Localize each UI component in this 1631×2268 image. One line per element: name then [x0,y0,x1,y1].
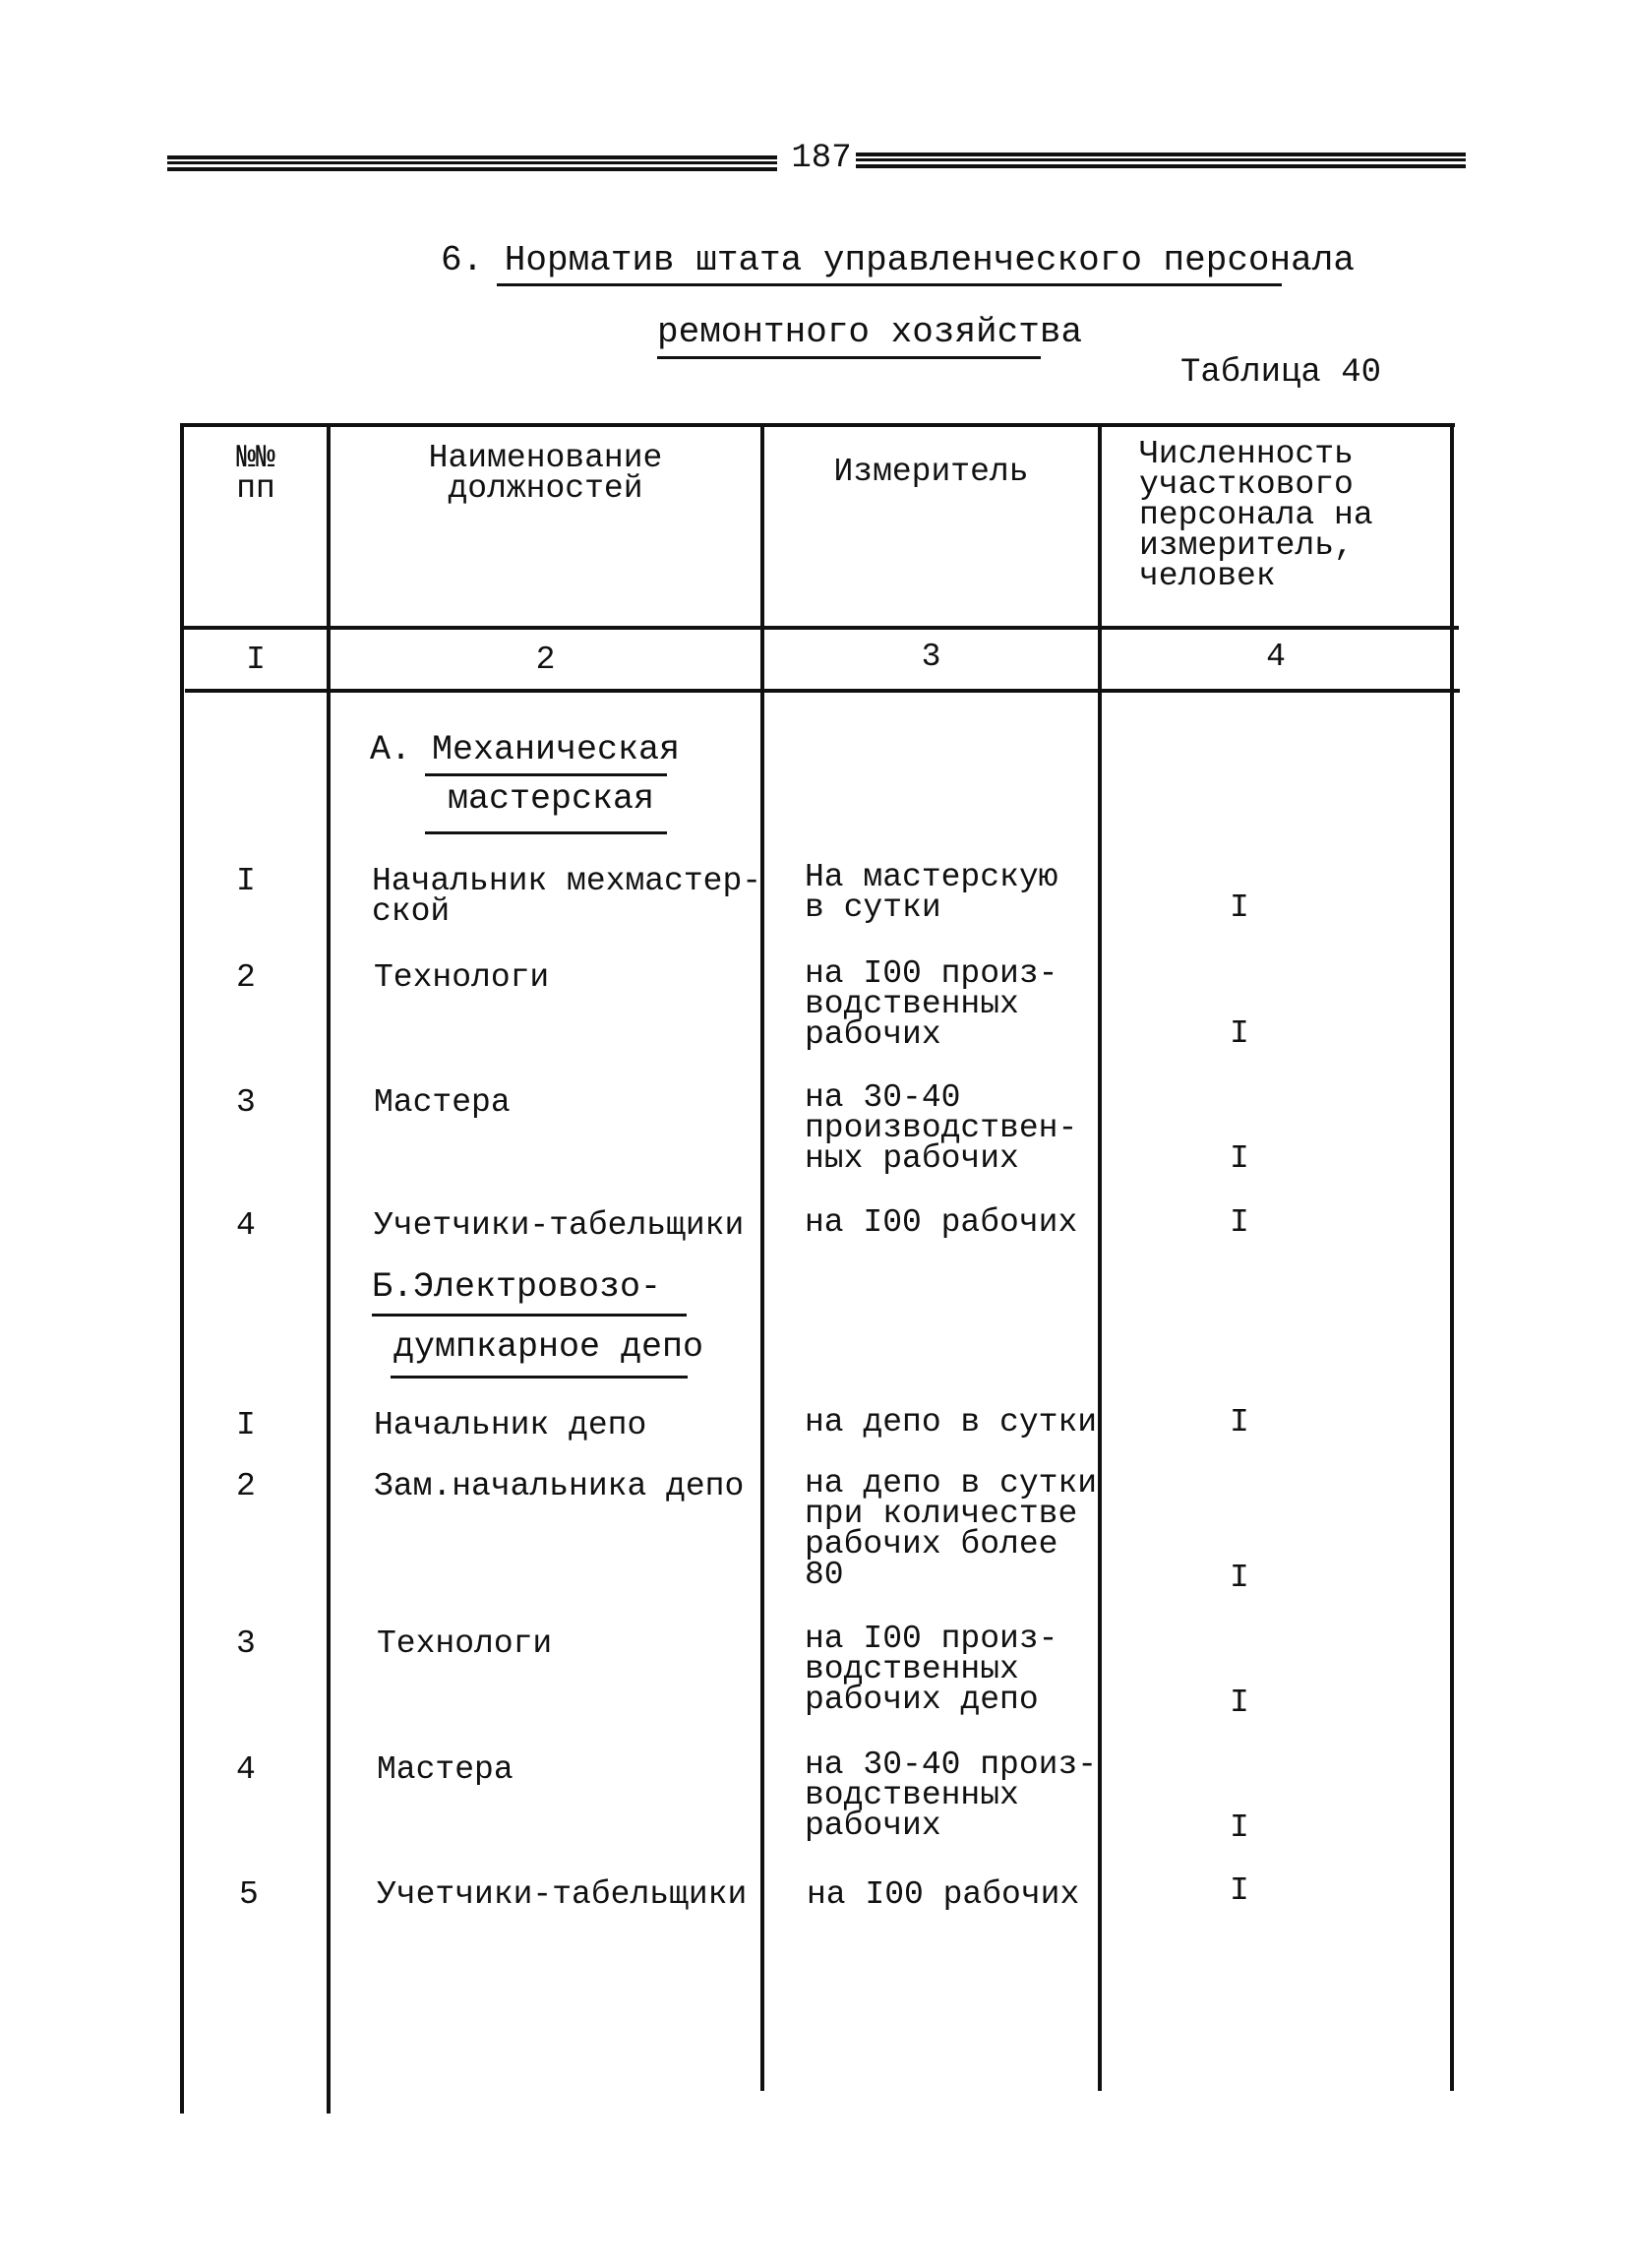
header-rule-right [856,153,1466,168]
table-row-b1-name: Начальник депо [374,1407,647,1443]
table-row-b1-num: I [236,1407,256,1443]
table-row-b5-num: 5 [239,1876,259,1913]
colnum-bottom-rule [185,689,1460,693]
colnum-4: 4 [1266,639,1286,675]
table-row-b3-name: Технологи [377,1625,553,1662]
table-row-b4-measure: на 30-40 произ- водственных рабочих [805,1747,1098,1844]
header-measure: Измеритель [833,454,1029,490]
table-row-b4-name: Мастера [377,1751,513,1788]
table-row-b2-name: Зам.начальника депо [374,1468,745,1504]
table-row-a1-measure: На мастерскую в сутки [805,859,1058,926]
table-row-b4-num: 4 [236,1751,256,1788]
table-row-b5-measure: на I00 рабочих [807,1876,1080,1913]
page-title-line1: 6. Норматив штата управленческого персонала [441,240,1355,280]
header-rule-left [167,155,777,171]
table-divider-2 [760,423,764,2091]
table-row-a3-name: Мастера [374,1084,511,1121]
colnum-1: I [246,642,266,678]
table-divider-3 [1098,423,1102,2091]
table-row-a4-measure: на I00 рабочих [805,1204,1078,1241]
table-row-a2-measure: на I00 произ- водственных рабочих [805,955,1058,1053]
table-row-a2-name: Технологи [374,959,550,996]
header-bottom-rule [180,626,1459,630]
table-row-b2-measure: на депо в сутки при количестве рабочих более 80 [805,1465,1098,1593]
header-staff-count: Численность участкового персонала на измеритель, человек [1139,436,1373,594]
table-row-b5-name: Учетчики-табельщики [377,1876,748,1913]
table-divider-1 [327,423,331,2114]
table-row-a3-measure: на 30-40 производствен- ных рабочих [805,1079,1078,1177]
table-row-a4-count: I [1230,1204,1249,1241]
table-row-b3-measure: на I00 произ- водственных рабочих депо [805,1621,1058,1718]
table-row-a4-num: 4 [236,1207,256,1244]
table-row-a1-name: Начальник мехмастер- ской [372,863,762,930]
section-b-underline-1 [372,1314,687,1317]
table-row-a1-num: I [236,863,256,899]
colnum-3: 3 [921,639,941,675]
table-border-right [1450,423,1454,2091]
section-b-title-line2: думпкарное депо [393,1327,704,1367]
section-b-title-line1: Б.Электровозо- [372,1267,662,1307]
table-row-b3-num: 3 [236,1625,256,1662]
section-a-underline-2 [425,831,667,834]
colnum-2: 2 [535,642,556,678]
table-row-a3-num: 3 [236,1084,256,1121]
table-row-a4-name: Учетчики-табельщики [374,1207,745,1244]
title-underline-1 [497,283,1282,286]
table-row-a1-count: I [1230,889,1249,926]
section-a-title-line1: А. Механическая [370,730,681,769]
page-number: 187 [791,140,852,177]
table-row-b1-measure: на депо в сутки [805,1404,1098,1440]
table-row-a3-count: I [1230,1140,1249,1177]
table-row-b5-count: I [1230,1872,1249,1909]
table-border-left [180,423,184,2114]
table-row-b4-count: I [1230,1809,1249,1846]
table-row-b2-count: I [1230,1560,1249,1596]
table-row-b1-count: I [1230,1404,1249,1440]
page-title-line2: ремонтного хозяйства [657,312,1083,352]
header-position-name: Наименование должностей [428,440,663,507]
table-row-a2-num: 2 [236,959,256,996]
table-border-top [180,423,1455,427]
table-row-a2-count: I [1230,1015,1249,1052]
section-b-underline-2 [391,1376,688,1379]
header-num: №№ пп [236,440,275,507]
table-row-b3-count: I [1230,1685,1249,1721]
section-a-underline-1 [425,773,667,776]
table-row-b2-num: 2 [236,1468,256,1504]
title-underline-2 [657,356,1041,359]
table-label: Таблица 40 [1180,354,1382,392]
section-a-title-line2: мастерская [448,779,655,819]
